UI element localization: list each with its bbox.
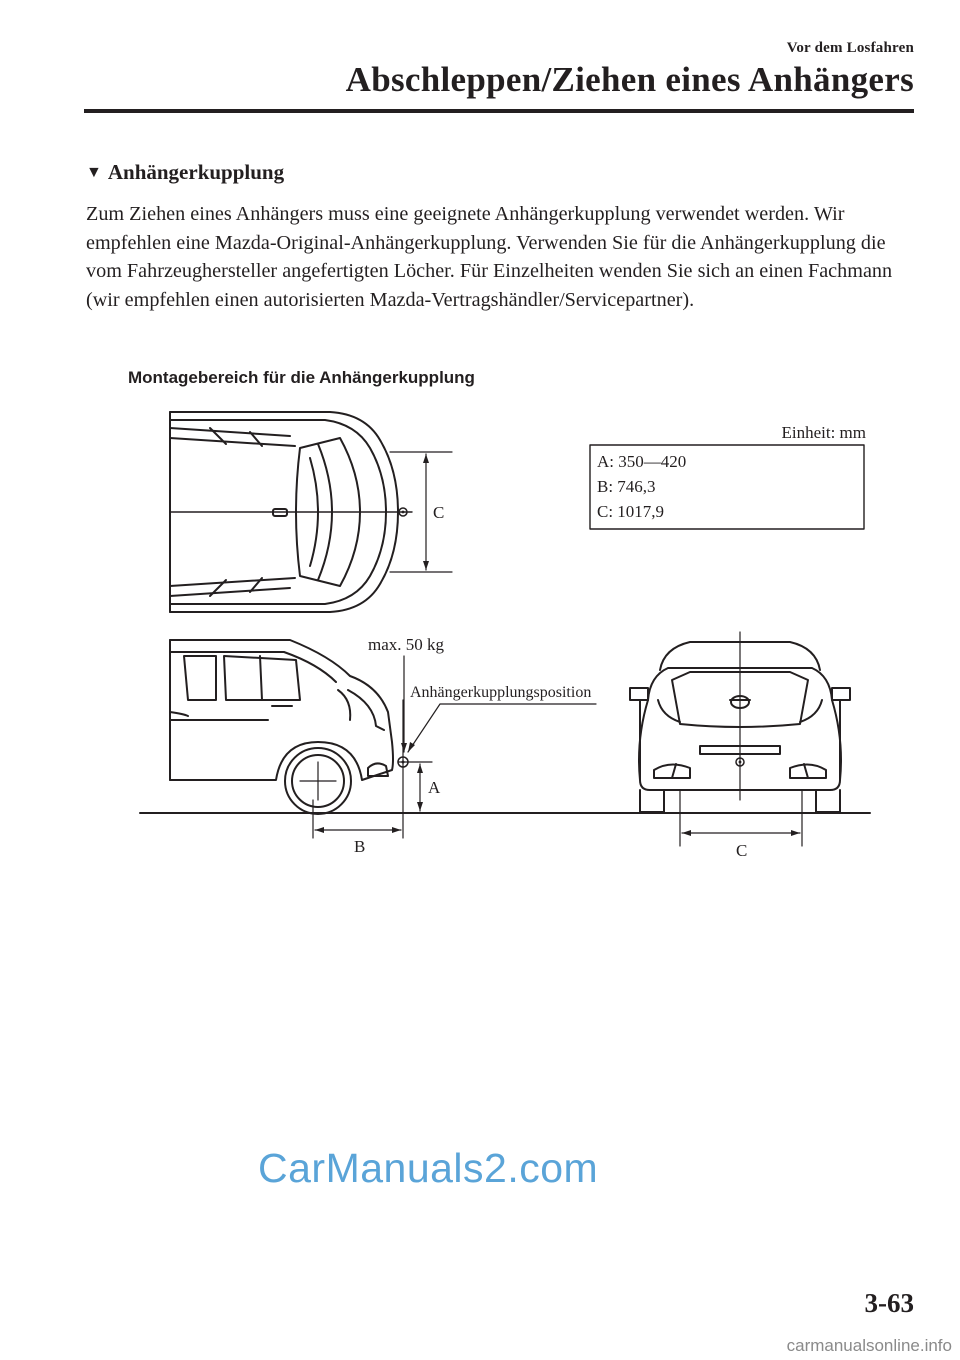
body-paragraph: Zum Ziehen eines Anhängers muss eine geeignete Anhängerkupplung verwendet werden. Wir empfehlen eine Mazda-Original-Anhängerkupplung. Verwenden Sie für die Anhängerkupplung die vom Fahrzeughersteller angefertigten Löcher. Für Einzelheiten wenden Sie sich an einen Fachmann (wir empfehlen einen autorisierten Mazda-Vertragshändler/Servicepartner). — [86, 203, 893, 311]
dimension-label-b: B — [354, 837, 366, 856]
hitch-position-label: Anhängerkupplungsposition — [410, 684, 592, 701]
watermark-logo: CarManuals2.com — [258, 1145, 599, 1191]
max-load-label: max. 50 kg — [368, 635, 445, 654]
page-title: Abschleppen/Ziehen eines Anhängers — [345, 60, 914, 99]
page-number: 3-63 — [864, 1288, 914, 1318]
dimension-label-c-rear: C — [736, 841, 748, 860]
spec-c: C: 1017,9 — [597, 502, 665, 521]
section-heading-text: Anhängerkupplung — [107, 160, 285, 184]
chapter-title: Vor dem Losfahren — [786, 40, 914, 56]
spec-b: B: 746,3 — [597, 477, 656, 496]
spec-a: A: 350—420 — [597, 452, 687, 471]
triangle-down-icon: ▼ — [86, 164, 102, 181]
side-view-car — [170, 640, 393, 814]
figure-caption: Montagebereich für die Anhängerkupplung — [128, 368, 475, 387]
footer-site-link[interactable]: carmanualsonline.info — [786, 1336, 952, 1355]
dimension-label-a: A — [428, 778, 441, 797]
dimension-label-c-top: C — [433, 503, 445, 522]
unit-label: Einheit: mm — [781, 423, 866, 442]
